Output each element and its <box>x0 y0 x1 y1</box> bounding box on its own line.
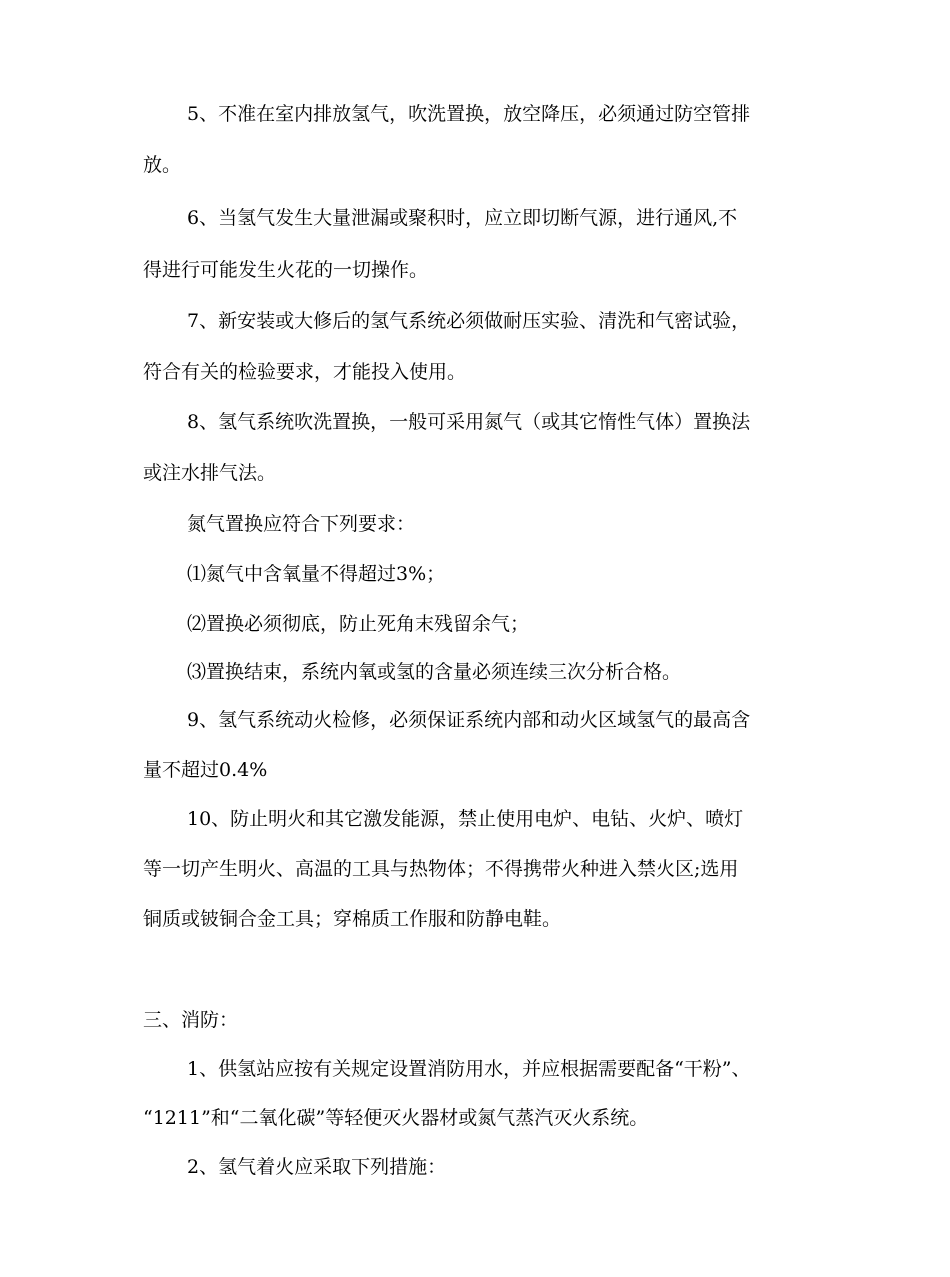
paragraph-line: 符合有关的检验要求，才能投入使用。 <box>143 361 467 383</box>
paragraph-line: 9、氢气系统动火检修，必须保证系统内部和动火区域氢气的最高含 <box>187 709 751 731</box>
paragraph-line: “1211”和“二氧化碳”等轻便灭火器材或氮气蒸汽灭火系统。 <box>143 1107 649 1129</box>
paragraph-line: 放。 <box>143 154 182 176</box>
list-item: ⑴氮气中含氧量不得超过3%； <box>187 563 446 585</box>
paragraph-line: 2、氢气着火应采取下列措施： <box>187 1156 447 1178</box>
list-item: ⑵置换必须彻底，防止死角末残留余气； <box>187 613 530 635</box>
paragraph-line: 5、不准在室内排放氢气，吹洗置换，放空降压，必须通过防空管排 <box>187 103 751 125</box>
paragraph-line: 氮气置换应符合下列要求： <box>187 513 416 535</box>
paragraph-line: 或注水排气法。 <box>143 462 277 484</box>
paragraph-line: 量不超过0.4% <box>143 759 268 781</box>
paragraph-line: 1、供氢站应按有关规定设置消防用水，并应根据需要配备“干粉”、 <box>187 1058 751 1080</box>
paragraph-line: 铜质或铍铜合金工具；穿棉质工作服和防静电鞋。 <box>143 908 562 930</box>
paragraph-line: 7、新安装或大修后的氢气系统必须做耐压实验、清洗和气密试验， <box>187 310 751 332</box>
paragraph-line: 等一切产生明火、高温的工具与热物体；不得携带火种进入禁火区;选用 <box>143 858 739 880</box>
paragraph-line: 8、氢气系统吹洗置换，一般可采用氮气（或其它惰性气体）置换法 <box>187 411 751 433</box>
section-heading: 三、消防： <box>143 1009 239 1031</box>
paragraph-line: 10、防止明火和其它激发能源，禁止使用电炉、电钻、火炉、喷灯 <box>187 808 744 830</box>
paragraph-line: 6、当氢气发生大量泄漏或聚积时，应立即切断气源，进行通风,不 <box>187 207 738 229</box>
paragraph-line: 得进行可能发生火花的一切操作。 <box>143 259 429 281</box>
list-item: ⑶置换结束，系统内氧或氢的含量必须连续三次分析合格。 <box>187 661 682 683</box>
